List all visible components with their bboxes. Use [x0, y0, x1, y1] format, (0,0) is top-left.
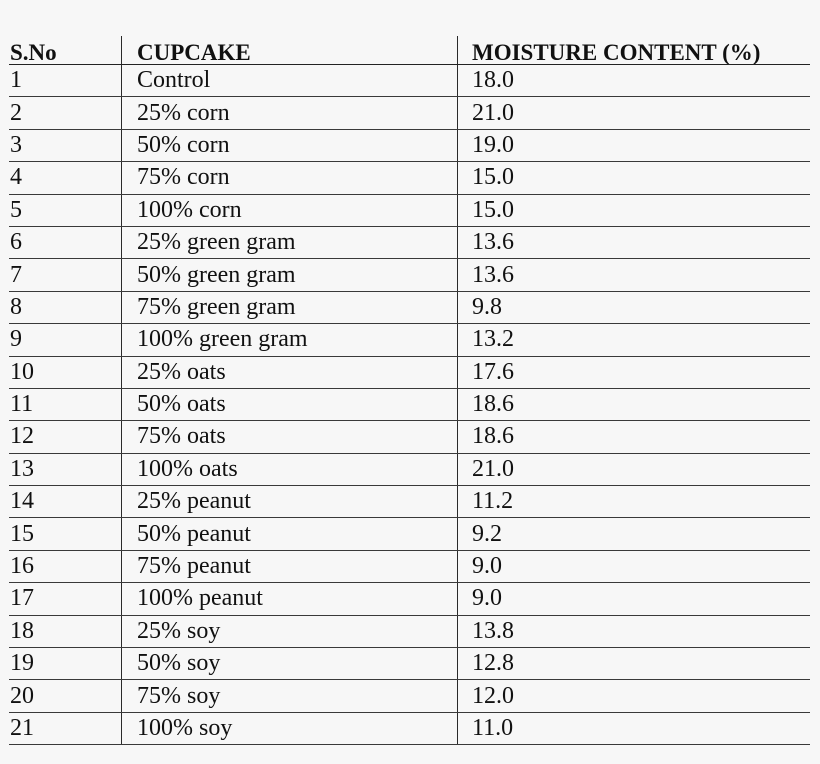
table-row — [9, 65, 810, 97]
cell-cupcake: Control — [121, 65, 457, 96]
cell-moisture: 9.2 — [457, 518, 810, 549]
cell-moisture: 13.2 — [457, 324, 810, 355]
cell-sno: 6 — [10, 229, 22, 256]
table-row — [9, 324, 810, 356]
cell-cupcake: 100% corn — [121, 195, 457, 226]
cell-moisture: 15.0 — [457, 195, 810, 226]
table-row — [9, 162, 810, 194]
cell-sno: 7 — [10, 261, 22, 288]
table-row — [9, 648, 810, 680]
cell-sno: 12 — [10, 423, 34, 450]
cell-sno: 10 — [10, 358, 34, 385]
cell-cupcake: 50% oats — [121, 389, 457, 420]
cell-moisture: 9.8 — [457, 292, 810, 323]
cell-moisture: 11.0 — [457, 713, 810, 744]
cell-sno: 17 — [10, 585, 34, 612]
cell-cupcake: 25% green gram — [121, 227, 457, 258]
cell-cupcake: 25% soy — [121, 616, 457, 647]
cell-cupcake: 75% peanut — [121, 551, 457, 582]
table-row — [9, 292, 810, 324]
cell-cupcake: 50% peanut — [121, 518, 457, 549]
table-row — [9, 454, 810, 486]
cell-sno: 9 — [10, 326, 22, 353]
table-body — [9, 65, 810, 745]
cell-moisture: 12.0 — [457, 680, 810, 711]
table-row — [9, 616, 810, 648]
table-header-row — [9, 36, 810, 65]
table-row — [9, 97, 810, 129]
table-row — [9, 518, 810, 550]
cell-moisture: 21.0 — [457, 97, 810, 128]
cell-cupcake: 75% green gram — [121, 292, 457, 323]
table-row — [9, 551, 810, 583]
cell-moisture: 13.6 — [457, 259, 810, 290]
table-row — [9, 713, 810, 745]
table-row — [9, 357, 810, 389]
table-row — [9, 130, 810, 162]
cell-cupcake: 50% corn — [121, 130, 457, 161]
cell-sno: 18 — [10, 617, 34, 644]
table-row — [9, 421, 810, 453]
table-row — [9, 259, 810, 291]
cell-moisture: 15.0 — [457, 162, 810, 193]
cell-cupcake: 25% oats — [121, 357, 457, 388]
cell-cupcake: 100% soy — [121, 713, 457, 744]
cell-sno: 14 — [10, 488, 34, 515]
cell-cupcake: 50% soy — [121, 648, 457, 679]
table-row — [9, 486, 810, 518]
cell-sno: 5 — [10, 196, 22, 223]
cell-sno: 16 — [10, 553, 34, 580]
table-row — [9, 389, 810, 421]
cell-moisture: 12.8 — [457, 648, 810, 679]
cell-moisture: 19.0 — [457, 130, 810, 161]
cell-sno: 8 — [10, 293, 22, 320]
moisture-content-table — [9, 36, 810, 745]
cell-sno: 2 — [10, 99, 22, 126]
cell-cupcake: 75% oats — [121, 421, 457, 452]
table-row — [9, 227, 810, 259]
cell-sno: 1 — [10, 67, 22, 94]
header-sno: S.No — [10, 40, 57, 64]
cell-moisture: 13.6 — [457, 227, 810, 258]
cell-cupcake: 75% corn — [121, 162, 457, 193]
cell-sno: 4 — [10, 164, 22, 191]
cell-cupcake: 25% corn — [121, 97, 457, 128]
cell-sno: 21 — [10, 715, 34, 741]
cell-cupcake: 100% oats — [121, 454, 457, 485]
cell-cupcake: 100% green gram — [121, 324, 457, 355]
cell-cupcake: 75% soy — [121, 680, 457, 711]
cell-sno: 11 — [10, 391, 34, 418]
table-row — [9, 583, 810, 615]
header-cupcake: CUPCAKE — [121, 36, 457, 64]
cell-moisture: 18.6 — [457, 389, 810, 420]
cell-cupcake: 50% green gram — [121, 259, 457, 290]
cell-moisture: 21.0 — [457, 454, 810, 485]
cell-sno: 20 — [10, 682, 34, 709]
cell-sno: 15 — [10, 520, 34, 547]
cell-moisture: 9.0 — [457, 583, 810, 614]
cell-moisture: 18.6 — [457, 421, 810, 452]
cell-sno: 19 — [10, 650, 34, 677]
cell-moisture: 18.0 — [457, 65, 810, 96]
cell-cupcake: 100% peanut — [121, 583, 457, 614]
table-row — [9, 195, 810, 227]
cell-moisture: 17.6 — [457, 357, 810, 388]
table-row — [9, 680, 810, 712]
cell-moisture: 11.2 — [457, 486, 810, 517]
header-moisture-content: MOISTURE CONTENT (%) — [457, 36, 810, 64]
cell-sno: 3 — [10, 131, 22, 158]
cell-moisture: 13.8 — [457, 616, 810, 647]
cell-sno: 13 — [10, 455, 34, 482]
cell-moisture: 9.0 — [457, 551, 810, 582]
cell-cupcake: 25% peanut — [121, 486, 457, 517]
